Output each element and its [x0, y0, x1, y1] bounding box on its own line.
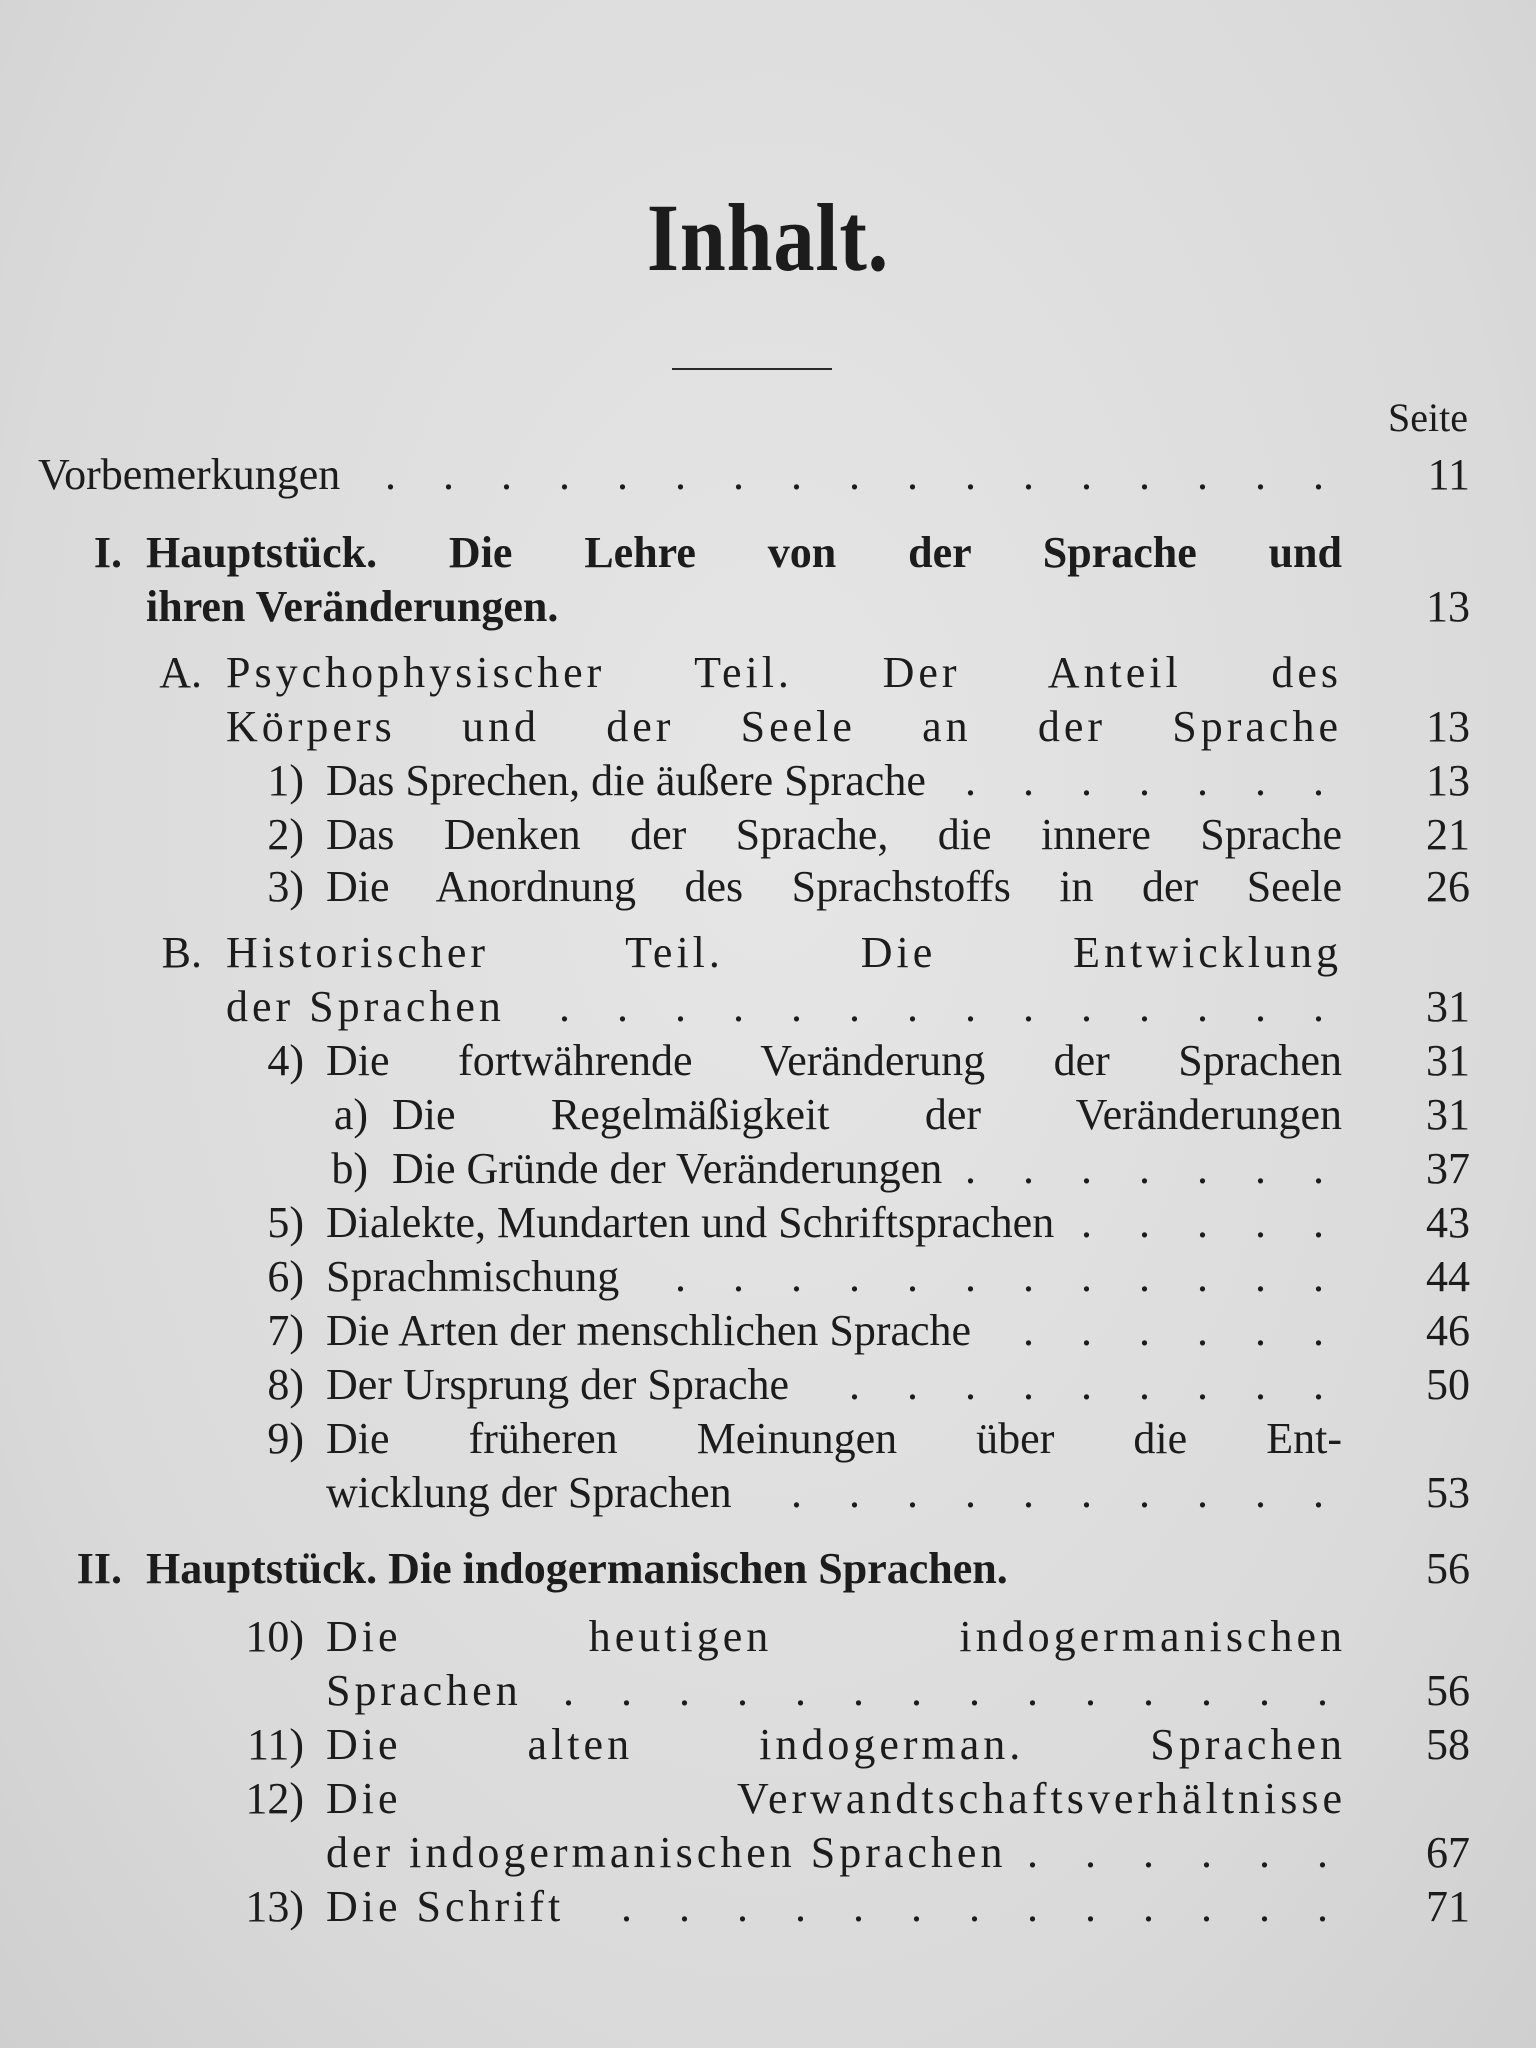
toc-entry-title: ihren Veränderungen.: [146, 582, 559, 631]
toc-entry: [0, 526, 1536, 580]
dot-leader: [586, 1880, 1346, 1934]
toc-entry-number: 1): [267, 756, 304, 805]
toc-entry-title: Vorbemerkungen: [38, 450, 341, 499]
toc-entry-title: Hauptstück. Die indogermanischen Sprachen.: [146, 1544, 1008, 1593]
toc-entry: [0, 1034, 1536, 1088]
toc-entry: [0, 1542, 1536, 1596]
toc-entry-title: Hauptstück. Die Lehre von der Sprache und: [146, 528, 1342, 577]
toc-entry-number: 8): [267, 1360, 304, 1409]
toc-entry-number: B.: [161, 928, 202, 977]
toc-entry-page: 58: [1426, 1720, 1470, 1769]
toc-entry-title: Die Schrift: [326, 1882, 565, 1931]
toc-entry-number: 13): [245, 1882, 304, 1931]
toc-entry-number: 10): [245, 1612, 304, 1661]
toc-entry: [0, 1358, 1536, 1412]
toc-entry-title: Die heutigen indogermanischen: [326, 1612, 1346, 1661]
title-rule: [672, 368, 832, 370]
toc-entry-title: Die Anordnung des Sprachstoffs in der Seele: [326, 862, 1342, 911]
toc-entry-page: 56: [1426, 1666, 1470, 1715]
toc-entry-title: wicklung der Sprachen: [326, 1468, 732, 1517]
dot-leader: [1028, 1826, 1346, 1880]
toc-entry-number: a): [333, 1090, 368, 1139]
toc-entry-title: Die früheren Meinungen über die Ent-: [326, 1414, 1342, 1463]
toc-entry: [0, 1610, 1536, 1664]
toc-entry-page: 13: [1426, 756, 1470, 805]
toc-entry-number: 11): [246, 1720, 304, 1769]
toc-entry: [0, 1412, 1536, 1466]
dot-leader: [1076, 1196, 1342, 1250]
toc-entry: [0, 1664, 1536, 1718]
toc-entry-number: b): [331, 1144, 368, 1193]
toc-entry-page: 56: [1426, 1544, 1470, 1593]
toc-entry-number: 12): [245, 1774, 304, 1823]
toc-entry-number: 6): [267, 1252, 304, 1301]
toc-entry-number: 4): [267, 1036, 304, 1085]
toc-entry-page: 11: [1427, 450, 1470, 499]
toc-entry-page: 67: [1426, 1828, 1470, 1877]
toc-entry-number: I.: [93, 528, 122, 577]
toc-entry-page: 37: [1426, 1144, 1470, 1193]
toc-entry-number: 9): [267, 1414, 304, 1463]
toc-entry-title: Historischer Teil. Die Entwicklung: [226, 928, 1342, 977]
toc-entry-page: 31: [1426, 1036, 1470, 1085]
toc-entry: [0, 646, 1536, 700]
toc-entry-title: Körpers und der Seele an der Sprache: [226, 702, 1342, 751]
toc-entry: [0, 1304, 1536, 1358]
toc-entry: [0, 700, 1536, 754]
toc-entry-number: 7): [267, 1306, 304, 1355]
toc-entry: [0, 1142, 1536, 1196]
toc-entry-page: 43: [1426, 1198, 1470, 1247]
toc-entry: [0, 1196, 1536, 1250]
toc-entry-number: 5): [267, 1198, 304, 1247]
toc-entry-title: Die Regelmäßigkeit der Veränderungen: [392, 1090, 1342, 1139]
toc-entry-title: der Sprachen: [226, 982, 505, 1031]
toc-entry: [0, 926, 1536, 980]
toc-entry: [0, 1088, 1536, 1142]
toc-entry-title: Sprachmischung: [326, 1252, 620, 1301]
toc-entry: [0, 754, 1536, 808]
page-column-header: Seite: [1388, 395, 1468, 440]
toc-entry-number: II.: [76, 1544, 122, 1593]
dot-leader: [754, 1466, 1342, 1520]
toc-entry-page: 44: [1426, 1252, 1470, 1301]
toc-entry: [0, 860, 1536, 914]
toc-entry-title: Die Verwandtschaftsverhältnisse: [326, 1774, 1346, 1823]
toc-entry-page: 31: [1426, 1090, 1470, 1139]
dot-leader: [948, 754, 1342, 808]
dot-leader: [527, 980, 1342, 1034]
toc-entry-title: Dialekte, Mundarten und Schriftsprachen: [326, 1198, 1055, 1247]
dot-leader: [964, 1142, 1342, 1196]
dot-leader: [641, 1250, 1342, 1304]
toc-entry: [0, 1826, 1536, 1880]
dot-leader: [993, 1304, 1342, 1358]
toc-entry-page: 13: [1426, 702, 1470, 751]
toc-entry: [0, 1466, 1536, 1520]
page-title: Inhalt.: [646, 184, 890, 291]
dot-leader: [362, 448, 1342, 502]
toc-entry-page: 71: [1426, 1882, 1470, 1931]
toc-entry: [0, 1880, 1536, 1934]
toc-entry: [0, 808, 1536, 862]
toc-entry-page: 50: [1426, 1360, 1470, 1409]
toc-entry: [0, 1772, 1536, 1826]
toc-entry-title: Die fortwährende Veränderung der Sprachen: [326, 1036, 1342, 1085]
toc-entry-page: 13: [1426, 582, 1470, 631]
toc-entry-title: Das Denken der Sprache, die innere Sprache: [326, 810, 1342, 859]
dot-leader: [811, 1358, 1342, 1412]
toc-entry-page: 53: [1426, 1468, 1470, 1517]
toc-entry-page: 21: [1426, 810, 1470, 859]
toc-entry-page: 26: [1426, 862, 1470, 911]
toc-entry: [0, 580, 1536, 634]
toc-entry: [0, 1718, 1536, 1772]
toc-entry-title: Der Ursprung der Sprache: [326, 1360, 790, 1409]
toc-entry-page: 31: [1426, 982, 1470, 1031]
toc-entry-title: Die Arten der menschlichen Sprache: [326, 1306, 972, 1355]
toc-entry-title: der indogermanischen Sprachen: [326, 1828, 1007, 1877]
toc-entry: [0, 980, 1536, 1034]
toc-entry-number: 2): [267, 810, 304, 859]
dot-leader: [544, 1664, 1346, 1718]
toc-entry-number: A.: [159, 648, 202, 697]
toc-entry: [0, 1250, 1536, 1304]
toc-entry-title: Die alten indogerman. Sprachen: [326, 1720, 1346, 1769]
toc-entry-title: Das Sprechen, die äußere Sprache: [326, 756, 926, 805]
toc-entry: [0, 448, 1536, 502]
toc-entry-title: Sprachen: [326, 1666, 522, 1715]
toc-entry-page: 46: [1426, 1306, 1470, 1355]
toc-entry-number: 3): [267, 862, 304, 911]
toc-entry-title: Psychophysischer Teil. Der Anteil des: [226, 648, 1342, 697]
toc-entry-title: Die Gründe der Veränderungen: [392, 1144, 943, 1193]
